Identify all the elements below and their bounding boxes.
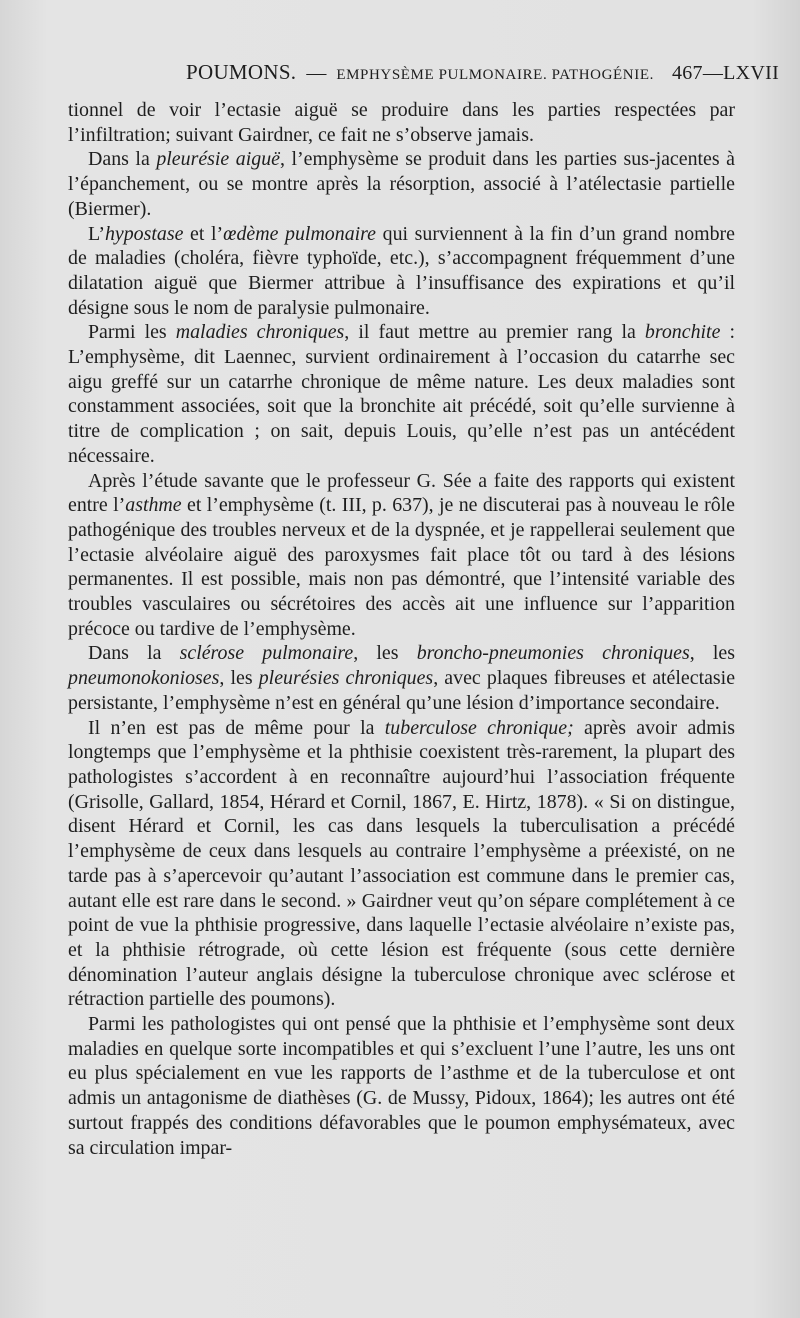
text-run: : L’emphysème, dit Laennec, survient ordinairement à l’occasion du catarrhe sec aigu greffé sur un catarrhe chronique de même nature. Les deux maladies sont constamment associées, soit que la bronchite ait précédé, soit qu’elle survienne à titre de complication ; on sait, depuis Louis, qu’elle n’est pas un antécédent nécessaire. [68,321,735,467]
italic-term: bronchite [644,321,721,344]
italic-term: sclérose pulmonaire [179,642,354,665]
paragraph-continued [68,98,735,147]
text-run: Dans la [88,642,180,665]
text-run: Dans la [88,148,157,171]
paragraph-tuberculose [68,716,735,1012]
italic-term: pleurésie aiguë [156,148,280,171]
italic-term: pleurésies chroniques [258,667,434,690]
header-title: POUMONS. [186,60,297,84]
italic-term: hypostase [104,222,184,245]
italic-term: tuberculose chronique; [384,716,574,739]
text-run: et l’ [183,222,224,245]
text-run: , il faut mettre au premier rang la [344,321,645,344]
paragraph-asthme [68,469,735,642]
text-run: qui surviennent à la fin d’un grand nombre de maladies (choléra, fièvre typhoïde, etc.), s’accompagnent fréquemment d’une dilatation aiguë que Biermer attribue à l’insuffisance des expirations et qu’il désigne sous le nom de paralysie pulmonaire. [68,222,736,319]
page-number: 467—LXVII [671,62,780,84]
italic-term: asthme [125,494,182,517]
italic-term: pneumonokonioses [68,667,220,690]
header-section: EMPHYSÈME PULMONAIRE. PATHOGÉNIE. [336,67,654,83]
text-run: Parmi les pathologistes qui ont pensé que la phthisie et l’emphysème sont deux maladies en quelque sorte incompatibles et qui s’excluent l’une l’autre, les uns ont eu plus spécialement en vue les rapports de l’asthme et de la tuberculose et ont admis un antagonisme de diathèses (G. de Mussy, Pidoux, 1864); les autres ont été surtout frappés des conditions défavorables que le poumon emphysémateux, avec sa circulation impar- [68,1013,735,1159]
text-run: , l’emphysème se produit dans les parties sus-jacentes à l’épanchement, ou se montre après la résorption, associé à l’atélectasie partielle (Biermer). [68,148,735,220]
text-run: , avec plaques fibreuses et atélectasie persistante, l’emphysème n’est en général qu’une lésion d’importance secondaire. [68,667,736,714]
italic-term: maladies chroniques [175,321,345,344]
paragraph-pleuresie [68,147,735,221]
text-run: Après l’étude savante que le professeur G. Sée a faite des rapports qui existent entre l’ [68,469,735,517]
text-run: , les [219,667,259,690]
text-run: tionnel de voir l’ectasie aiguë se produire dans les parties respectées par l’infiltration; suivant Gairdner, ce fait ne s’observe jamais. [68,99,735,146]
text-run: , les [353,642,417,665]
italic-term: broncho-pneumonies chroniques [416,642,690,665]
text-run: après avoir admis longtemps que l’emphysème et la phthisie coexistent très-rarement, la plupart des pathologistes s’accordent à en reconnaître aujourd’hui l’association fréquente (Grisolle, Gallard, 1854, Hérard et Cornil, 1867, E. Hirtz, 1878). « Si on distingue, disent Hérard et Cornil, les cas dans lesquels la tuberculisation a précédé l’emphysème de ceux dans lesquels au contraire l’emphysème a préexisté, on ne tarde pas à s’apercevoir qu’autant l’association est commune dans le premier cas, autant elle est rare dans le second. » Gairdner veut qu’on sépare complétement à ce point de vue la phthisie progressive, dans laquelle l’ectasie alvéolaire n’existe pas, et la phthisie rétrograde, où cette lésion est fréquente (sous cette dernière dénomination l’auteur anglais désigne la tuberculose chronique avec sclérose et rétraction partielle des poumons). [68,716,735,1011]
text-run: L’ [88,222,105,245]
running-header [186,60,780,88]
paragraph-pathologistes [68,1012,735,1160]
italic-term: œdème pulmonaire [223,222,377,245]
paragraph-hypostase [68,222,735,321]
text-run: et l’emphysème (t. III, p. 637), je ne discuterai pas à nouveau le rôle pathogénique des troubles nerveux et de la dyspnée, et je rappellerai seulement que l’ectasie alvéolaire aiguë des paroxysmes fait place tôt ou tard à des lésions permanentes. Il est possible, mais non pas démontré, que l’intensité variable des troubles vasculaires ou sécrétoires des accès ait une influence sur l’apparition précoce ou tardive de l’emphysème. [68,494,735,640]
body-text [68,98,735,1160]
paragraph-maladies-chroniques [68,320,735,468]
text-run: Il n’en est pas de même pour la [88,716,385,739]
paragraph-sclerose [68,641,735,715]
header-dash: — [306,62,327,84]
text-run: Parmi les [88,321,176,344]
text-run: , les [689,642,735,665]
